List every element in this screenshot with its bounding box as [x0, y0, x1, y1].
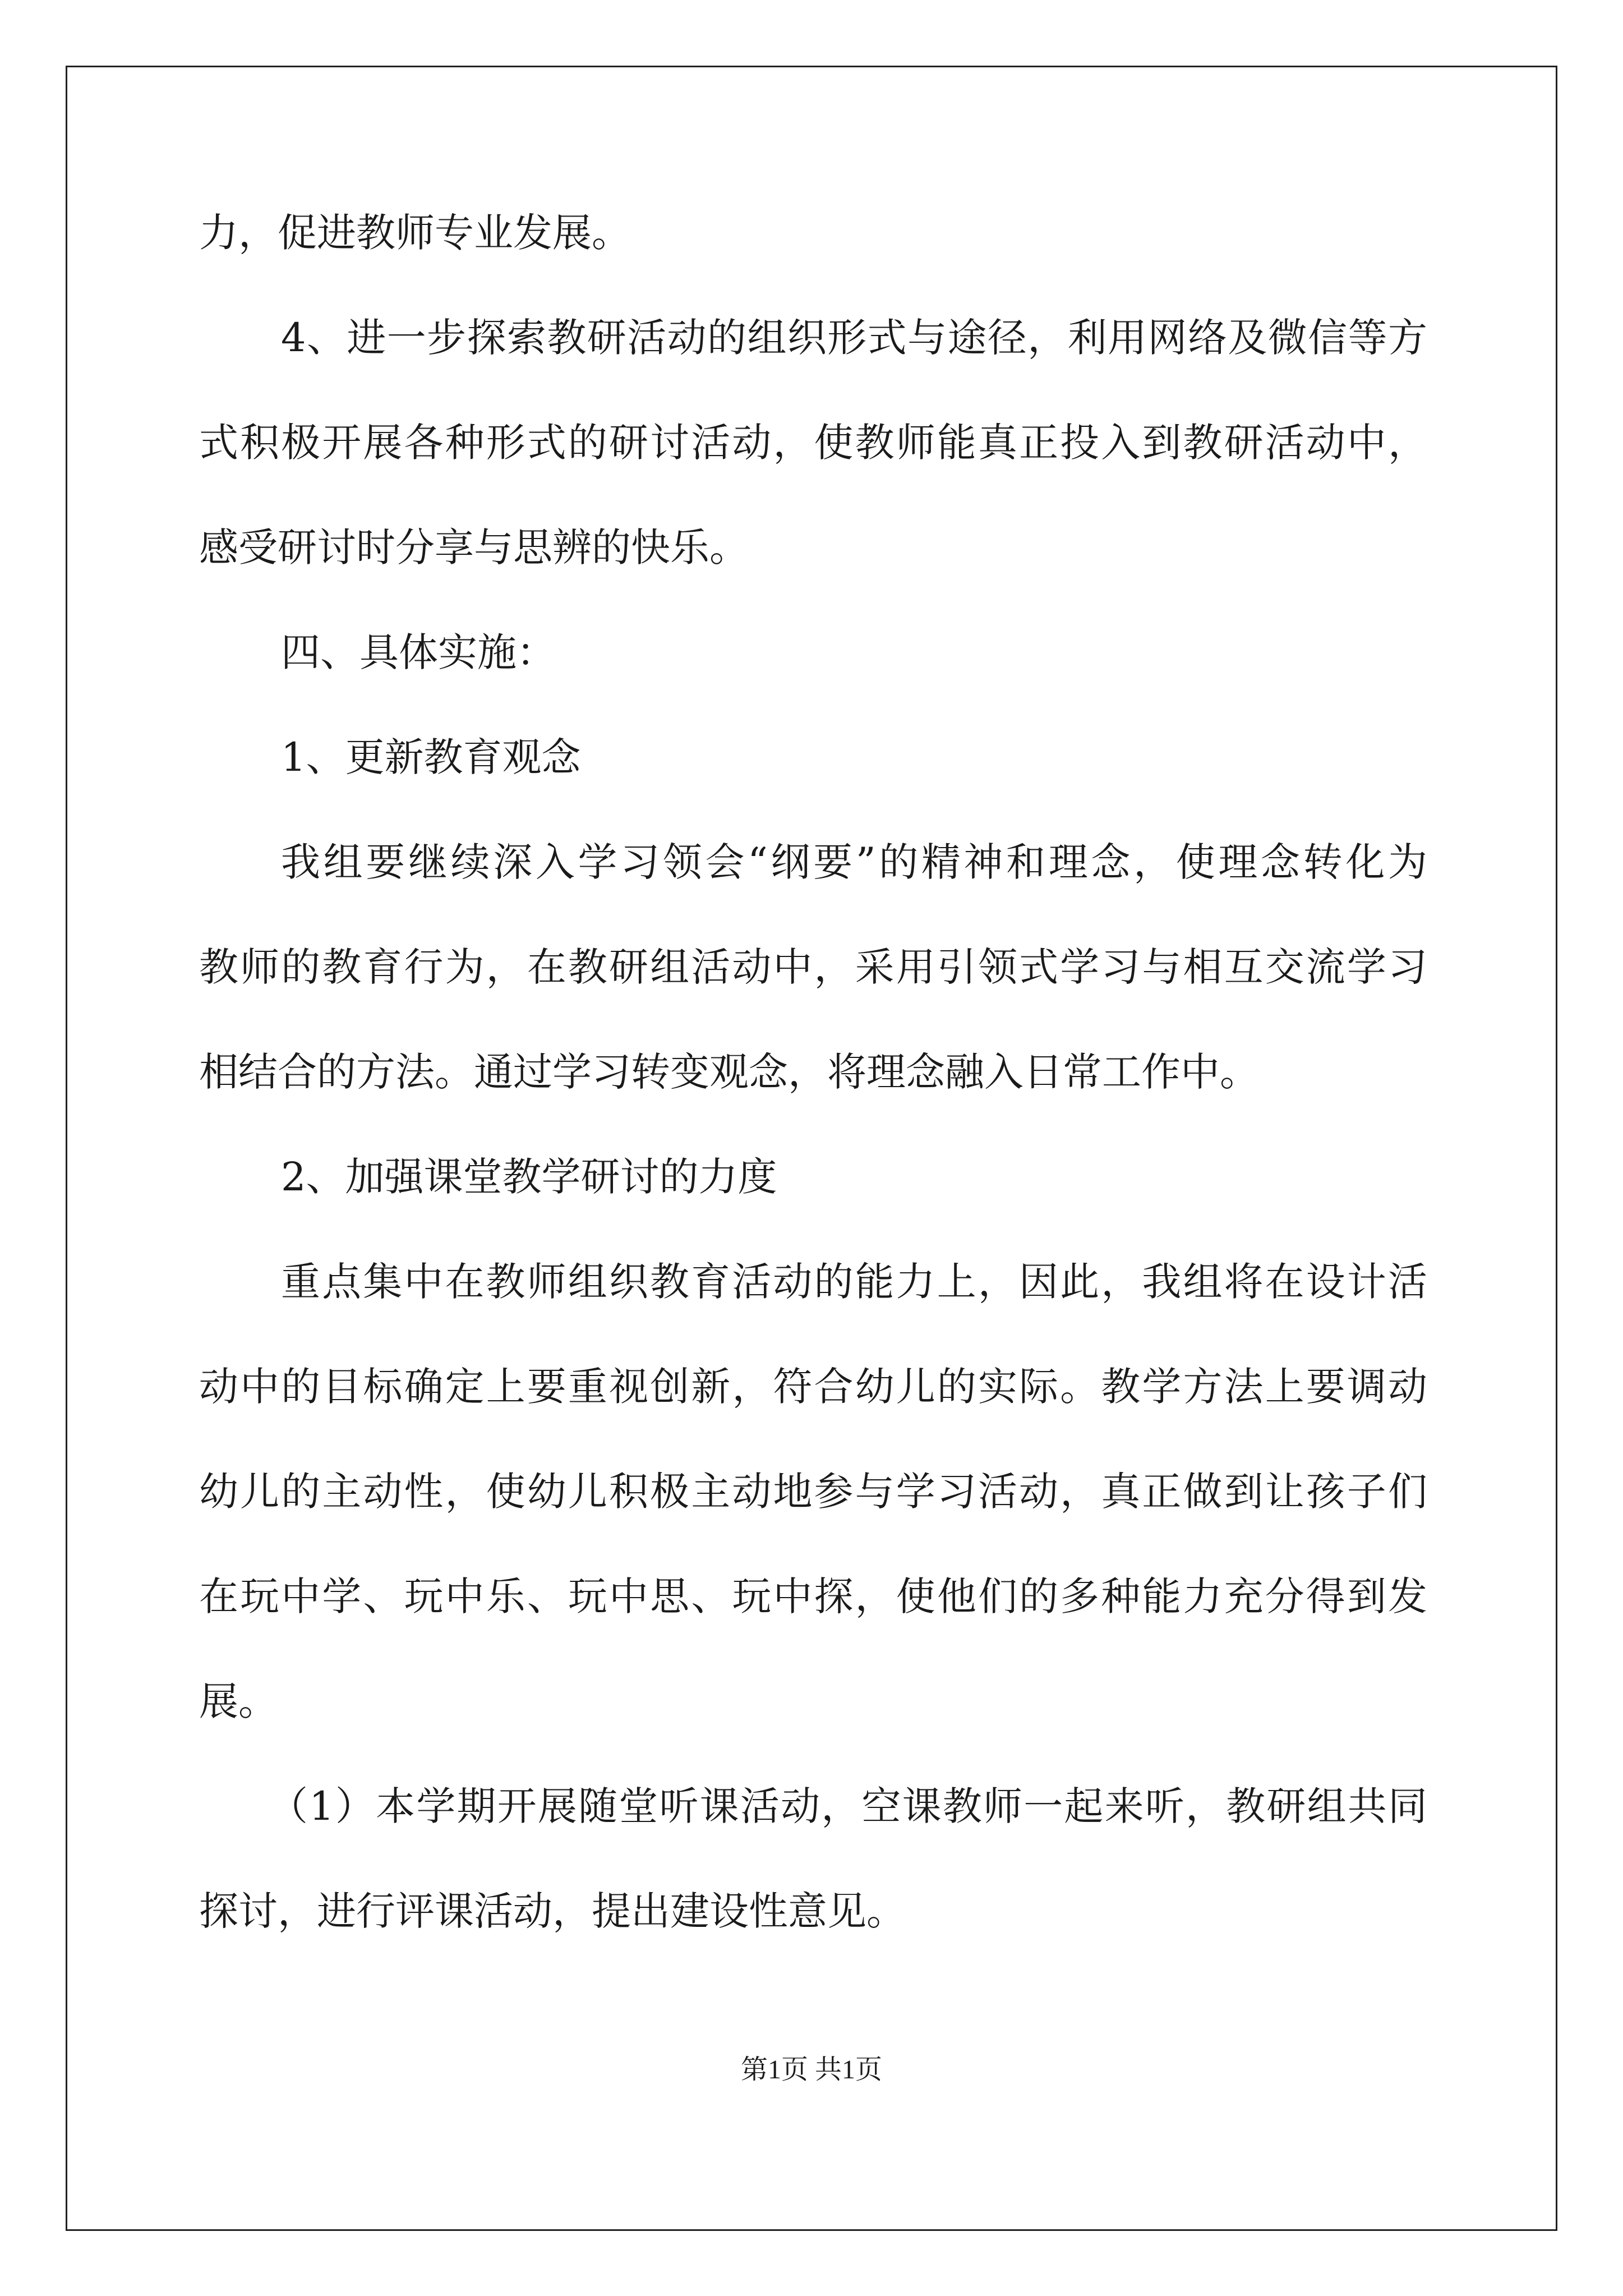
text-line: 重点集中在教师组织教育活动的能力上，因此，我组将在设计活	[281, 1259, 1427, 1305]
text-line: 展。	[199, 1678, 278, 1724]
page-footer: 第1页 共1页	[740, 2055, 882, 2085]
text-line: 幼儿的主动性，使幼儿积极主动地参与学习活动，真正做到让孩子们	[199, 1469, 1427, 1515]
text-line: 教师的教育行为，在教研组活动中，采用引领式学习与相互交流学习	[199, 944, 1427, 990]
text-line: 在玩中学、玩中乐、玩中思、玩中探，使他们的多种能力充分得到发	[199, 1573, 1427, 1619]
text-line: 动中的目标确定上要重视创新，符合幼儿的实际。教学方法上要调动	[199, 1364, 1427, 1410]
subsection-heading: 2、加强课堂教学研讨的力度	[281, 1154, 777, 1200]
text-line: 我组要继续深入学习领会“纲要”的精神和理念，使理念转化为	[281, 839, 1427, 885]
text-line: 式积极开展各种形式的研讨活动，使教师能真正投入到教研活动中，	[199, 420, 1427, 466]
text-line: 相结合的方法。通过学习转变观念，将理念融入日常工作中。	[199, 1049, 1259, 1095]
subsection-heading: 1、更新教育观念	[281, 734, 581, 780]
text-line: （1）本学期开展随堂听课活动，空课教师一起来听，教研组共同	[269, 1783, 1427, 1829]
section-heading: 四、具体实施：	[281, 629, 556, 675]
text-line: 感受研讨时分享与思辨的快乐。	[199, 524, 749, 570]
text-line: 力，促进教师专业发展。	[199, 210, 631, 256]
text-line: 4、进一步探索教研活动的组织形式与途径，利用网络及微信等方	[281, 315, 1427, 361]
text-line: 探讨，进行评课活动，提出建设性意见。	[199, 1888, 906, 1934]
